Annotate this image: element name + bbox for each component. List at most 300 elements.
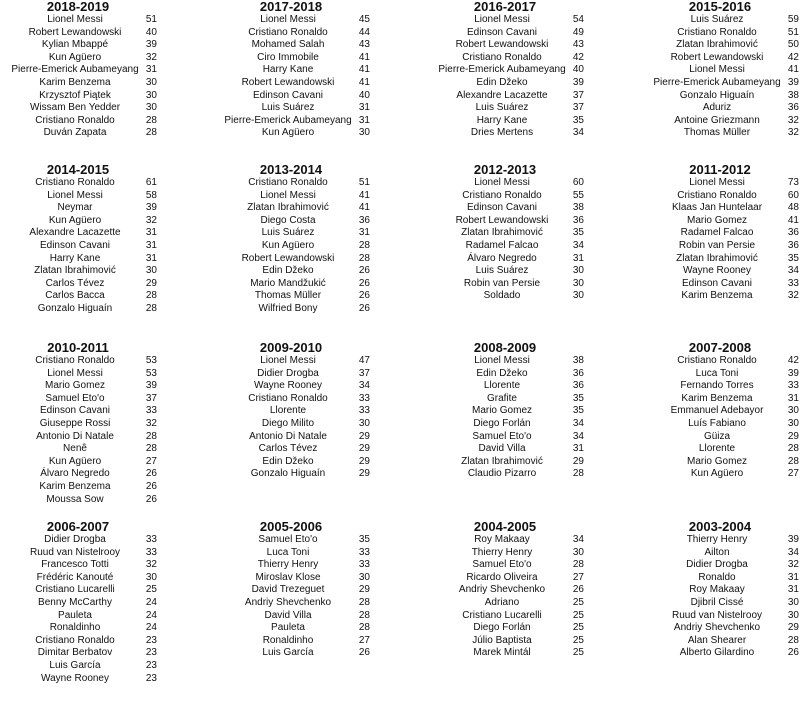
- player-name: Harry Kane: [262, 64, 314, 76]
- player-name: Wilfried Bony: [258, 302, 318, 314]
- scorer-row: [645, 584, 800, 597]
- goal-count: 33: [145, 405, 157, 417]
- player-name: Soldado: [483, 290, 521, 302]
- player-name: Zlatan Ibrahimović: [461, 455, 543, 467]
- goal-count: 25: [572, 622, 584, 634]
- goal-count: 41: [358, 64, 370, 76]
- scorer-row: [645, 102, 800, 115]
- player-name: Cristiano Ronaldo: [677, 26, 757, 38]
- goal-count: 27: [787, 468, 799, 480]
- player-name: Andriy Shevchenko: [673, 622, 761, 634]
- player-name: Luca Toni: [695, 367, 739, 379]
- scorer-row: [645, 115, 800, 128]
- player-name: Karim Benzema: [681, 290, 753, 302]
- player-name: Harry Kane: [49, 252, 101, 264]
- goal-count: 41: [787, 64, 799, 76]
- scorer-row: [3, 559, 199, 572]
- scorer-row: [430, 610, 626, 623]
- season-title: 2008-2009: [473, 340, 537, 355]
- player-name: Djibril Cissé: [690, 596, 744, 608]
- scorer-row: [645, 368, 800, 381]
- scorer-row: [3, 622, 199, 635]
- goal-count: 39: [787, 534, 799, 545]
- goal-count: 39: [145, 380, 157, 392]
- player-name: Kylian Mbappé: [41, 39, 109, 51]
- scorer-row: [430, 456, 626, 469]
- goal-count: 28: [145, 443, 157, 455]
- scorer-row: [3, 660, 199, 673]
- goal-count: 33: [787, 380, 799, 392]
- goal-count: 31: [358, 102, 370, 114]
- goal-count: 24: [145, 609, 157, 621]
- scorer-row: [430, 622, 626, 635]
- goal-count: 60: [787, 189, 799, 201]
- goal-count: 40: [358, 89, 370, 101]
- scorer-row: [645, 77, 800, 90]
- scorer-row: [430, 380, 626, 393]
- goal-count: 30: [787, 596, 799, 608]
- scorer-row: [216, 393, 412, 406]
- player-name: Robert Lewandowski: [670, 51, 764, 63]
- scorer-row: [3, 39, 199, 52]
- goal-count: 23: [145, 647, 157, 659]
- scorer-row: [430, 368, 626, 381]
- scorer-row: [216, 355, 412, 368]
- player-name: Lionel Messi: [47, 14, 103, 25]
- scorer-row: [645, 177, 800, 190]
- goal-count: 35: [787, 252, 799, 264]
- scorer-row: [3, 635, 199, 648]
- goal-count: 60: [572, 177, 584, 188]
- player-name: Ailton: [704, 546, 730, 558]
- player-name: Adriano: [484, 596, 520, 608]
- goal-count: 35: [358, 534, 370, 545]
- scorer-row: [3, 278, 199, 291]
- scorer-row: [3, 647, 199, 660]
- player-name: Cristiano Ronaldo: [35, 114, 115, 126]
- goal-count: 26: [358, 290, 370, 302]
- player-name: Edin Džeko: [476, 76, 528, 88]
- goal-count: 51: [358, 177, 370, 188]
- player-name: Lionel Messi: [47, 367, 103, 379]
- player-name: Andriy Shevchenko: [244, 596, 332, 608]
- player-name: Thierry Henry: [471, 546, 533, 558]
- player-name: Güiza: [703, 430, 731, 442]
- season-title: 2007-2008: [688, 340, 752, 355]
- scorer-row: [645, 418, 800, 431]
- season-block: [216, 520, 412, 660]
- player-name: Mohamed Salah: [251, 39, 325, 51]
- player-name: Neymar: [57, 202, 93, 214]
- player-name: Nenê: [63, 443, 87, 455]
- scorer-row: [430, 405, 626, 418]
- player-name: Lionel Messi: [474, 14, 530, 25]
- player-name: Mario Gomez: [471, 405, 532, 417]
- player-name: Pauleta: [271, 622, 305, 634]
- goal-count: 41: [358, 189, 370, 201]
- goal-count: 58: [145, 189, 157, 201]
- scorer-row: [645, 39, 800, 52]
- goal-count: 28: [358, 622, 370, 634]
- goal-count: 28: [787, 634, 799, 646]
- player-name: Thomas Müller: [683, 127, 751, 139]
- player-name: Grafite: [486, 392, 517, 404]
- player-name: Karim Benzema: [39, 480, 111, 492]
- goal-count: 49: [572, 26, 584, 38]
- goal-count: 34: [572, 127, 584, 139]
- player-name: Luis Suárez: [261, 102, 315, 114]
- scorer-row: [430, 27, 626, 40]
- player-name: Zlatan Ibrahimović: [676, 252, 758, 264]
- goal-count: 54: [572, 14, 584, 25]
- goal-count: 28: [145, 127, 157, 139]
- scorer-row: [216, 90, 412, 103]
- scorer-row: [3, 177, 199, 190]
- scorer-row: [645, 202, 800, 215]
- goal-count: 26: [145, 468, 157, 480]
- season-block: [3, 163, 199, 316]
- player-name: Samuel Eto'o: [472, 430, 532, 442]
- scorer-row: [216, 253, 412, 266]
- scorer-row: [430, 52, 626, 65]
- scorer-row: [216, 368, 412, 381]
- goal-count: 32: [787, 290, 799, 302]
- scorer-row: [216, 635, 412, 648]
- goal-count: 30: [358, 127, 370, 139]
- player-name: Cristiano Ronaldo: [35, 355, 115, 366]
- season-block: [430, 520, 626, 660]
- goal-count: 32: [145, 51, 157, 63]
- player-name: Wissam Ben Yedder: [29, 102, 121, 114]
- season-title: 2014-2015: [46, 162, 110, 177]
- season-block: [3, 0, 199, 140]
- scorer-row: [216, 303, 412, 316]
- scorer-row: [3, 355, 199, 368]
- goal-count: 28: [572, 559, 584, 571]
- goal-count: 25: [145, 584, 157, 596]
- player-name: Alberto Gilardino: [679, 647, 755, 659]
- goal-count: 38: [572, 355, 584, 366]
- scorer-row: [216, 27, 412, 40]
- player-name: Lionel Messi: [260, 189, 316, 201]
- scorer-row: [216, 227, 412, 240]
- player-name: Giuseppe Rossi: [39, 417, 111, 429]
- player-name: Claudio Pizarro: [467, 468, 537, 480]
- player-name: Didier Drogba: [686, 559, 748, 571]
- scorer-row: [3, 534, 199, 547]
- player-name: Cristiano Ronaldo: [248, 392, 328, 404]
- scorer-row: [3, 240, 199, 253]
- player-name: Pierre-Emerick Aubameyang: [224, 114, 352, 126]
- scorer-row: [645, 127, 800, 140]
- season-title: 2015-2016: [688, 0, 752, 14]
- player-name: Edin Džeko: [476, 367, 528, 379]
- goal-count: 36: [358, 214, 370, 226]
- goal-count: 34: [787, 265, 799, 277]
- player-name: Carlos Tévez: [45, 277, 105, 289]
- goal-count: 28: [787, 443, 799, 455]
- goal-count: 40: [572, 64, 584, 76]
- scorer-row: [3, 443, 199, 456]
- goal-count: 28: [145, 430, 157, 442]
- scorer-row: [430, 278, 626, 291]
- season-title: 2018-2019: [46, 0, 110, 14]
- scorer-row: [216, 584, 412, 597]
- goal-count: 25: [572, 596, 584, 608]
- player-name: Krzysztof Piątek: [39, 89, 111, 101]
- scorer-row: [645, 405, 800, 418]
- goal-count: 30: [145, 265, 157, 277]
- scorer-row: [3, 253, 199, 266]
- scorer-row: [430, 190, 626, 203]
- goal-count: 29: [572, 455, 584, 467]
- scorer-row: [645, 215, 800, 228]
- player-name: Luis García: [262, 647, 314, 659]
- scorer-row: [3, 456, 199, 469]
- scorer-row: [3, 610, 199, 623]
- scorer-row: [3, 190, 199, 203]
- player-name: Diego Forlán: [473, 417, 531, 429]
- player-name: Robin van Persie: [463, 277, 541, 289]
- player-name: Roy Makaay: [689, 584, 745, 596]
- goal-count: 36: [787, 102, 799, 114]
- player-name: Luis García: [49, 659, 101, 671]
- scorer-row: [430, 572, 626, 585]
- goal-count: 41: [787, 214, 799, 226]
- scorer-row: [216, 431, 412, 444]
- goal-count: 27: [572, 571, 584, 583]
- player-name: Cristiano Ronaldo: [677, 355, 757, 366]
- player-name: Lionel Messi: [689, 177, 745, 188]
- player-name: Lionel Messi: [47, 189, 103, 201]
- player-name: Dimitar Berbatov: [37, 647, 113, 659]
- scorer-row: [430, 647, 626, 660]
- player-name: Lionel Messi: [260, 14, 316, 25]
- player-name: Júlio Baptista: [472, 634, 532, 646]
- goal-count: 26: [572, 584, 584, 596]
- player-name: Kun Agüero: [48, 455, 102, 467]
- season-title: 2003-2004: [688, 519, 752, 534]
- player-name: Gonzalo Higuaín: [250, 468, 326, 480]
- player-name: Edinson Cavani: [39, 405, 111, 417]
- goal-count: 30: [145, 571, 157, 583]
- goal-count: 23: [145, 634, 157, 646]
- player-name: Edin Džeko: [262, 265, 314, 277]
- player-name: Wayne Rooney: [683, 265, 751, 277]
- scorer-row: [430, 635, 626, 648]
- scorer-row: [3, 202, 199, 215]
- player-name: Gonzalo Higuaín: [37, 302, 113, 314]
- scorer-row: [430, 355, 626, 368]
- scorer-row: [645, 547, 800, 560]
- player-name: Kun Agüero: [48, 51, 102, 63]
- player-name: Mario Mandžukić: [250, 277, 326, 289]
- scorer-row: [216, 64, 412, 77]
- scorer-row: [216, 115, 412, 128]
- scorer-row: [3, 77, 199, 90]
- goal-count: 37: [572, 102, 584, 114]
- scorer-row: [430, 431, 626, 444]
- scorer-row: [216, 190, 412, 203]
- scorer-row: [645, 622, 800, 635]
- scorer-row: [3, 215, 199, 228]
- season-block: [216, 341, 412, 481]
- goal-count: 29: [358, 468, 370, 480]
- scorer-row: [216, 14, 412, 27]
- player-name: Samuel Eto'o: [472, 559, 532, 571]
- season-block: [3, 341, 199, 506]
- player-name: Cristiano Ronaldo: [248, 177, 328, 188]
- goal-count: 29: [145, 277, 157, 289]
- goal-count: 24: [145, 596, 157, 608]
- scorer-row: [216, 597, 412, 610]
- scorer-row: [3, 115, 199, 128]
- scorer-row: [3, 380, 199, 393]
- player-name: Ruud van Nistelrooy: [671, 609, 763, 621]
- player-name: Kun Agüero: [261, 239, 315, 251]
- player-name: Kun Agüero: [48, 214, 102, 226]
- player-name: Karim Benzema: [681, 392, 753, 404]
- player-name: Edinson Cavani: [466, 202, 538, 214]
- goal-count: 31: [145, 252, 157, 264]
- scorer-row: [3, 290, 199, 303]
- scorer-row: [645, 443, 800, 456]
- player-name: David Trezeguet: [251, 584, 325, 596]
- player-name: Karim Benzema: [39, 76, 111, 88]
- goal-count: 34: [572, 534, 584, 545]
- goal-count: 35: [572, 392, 584, 404]
- scorer-row: [430, 547, 626, 560]
- scorer-row: [645, 559, 800, 572]
- player-name: Pierre-Emerick Aubameyang: [11, 64, 139, 76]
- player-name: Ricardo Oliveira: [466, 571, 538, 583]
- player-name: Lionel Messi: [474, 355, 530, 366]
- scorer-row: [430, 559, 626, 572]
- player-name: Ronaldinho: [49, 622, 101, 634]
- scorer-row: [3, 393, 199, 406]
- goal-count: 28: [358, 596, 370, 608]
- player-name: Cristiano Ronaldo: [677, 189, 757, 201]
- scorer-row: [216, 647, 412, 660]
- season-block: [3, 520, 199, 685]
- goal-count: 29: [358, 443, 370, 455]
- player-name: Álvaro Negredo: [40, 468, 110, 480]
- season-title: 2009-2010: [259, 340, 323, 355]
- scorer-row: [645, 534, 800, 547]
- goal-count: 37: [145, 392, 157, 404]
- season-title: 2016-2017: [473, 0, 537, 14]
- player-name: Cristiano Lucarelli: [462, 609, 542, 621]
- goal-count: 31: [572, 443, 584, 455]
- scorer-row: [645, 468, 800, 481]
- scorer-row: [645, 597, 800, 610]
- player-name: Pierre-Emerick Aubameyang: [653, 76, 781, 88]
- goal-count: 35: [572, 405, 584, 417]
- player-name: Marek Mintál: [473, 647, 531, 659]
- goal-count: 28: [572, 468, 584, 480]
- goal-count: 29: [358, 430, 370, 442]
- goal-count: 28: [145, 114, 157, 126]
- goal-count: 37: [572, 89, 584, 101]
- scorer-row: [645, 355, 800, 368]
- player-name: Edinson Cavani: [466, 26, 538, 38]
- goal-count: 28: [145, 302, 157, 314]
- player-name: Ciro Immobile: [257, 51, 319, 63]
- goal-count: 39: [145, 202, 157, 214]
- scorer-row: [3, 405, 199, 418]
- season-title: 2006-2007: [46, 519, 110, 534]
- scorer-row: [430, 102, 626, 115]
- player-name: Robert Lewandowski: [241, 252, 335, 264]
- player-name: Thierry Henry: [686, 534, 748, 545]
- player-name: Kun Agüero: [261, 127, 315, 139]
- goal-count: 42: [572, 51, 584, 63]
- season-title: 2011-2012: [689, 162, 751, 177]
- goal-count: 31: [358, 227, 370, 239]
- player-name: Luis Suárez: [475, 102, 529, 114]
- goal-count: 33: [145, 546, 157, 558]
- scorer-row: [3, 265, 199, 278]
- scorer-row: [430, 265, 626, 278]
- goal-count: 28: [358, 239, 370, 251]
- goal-count: 28: [145, 290, 157, 302]
- scorer-row: [216, 39, 412, 52]
- scorer-row: [430, 177, 626, 190]
- goal-count: 32: [145, 559, 157, 571]
- player-name: Antoine Griezmann: [674, 114, 760, 126]
- goal-count: 38: [787, 89, 799, 101]
- goal-count: 26: [358, 277, 370, 289]
- player-name: Edin Džeko: [262, 455, 314, 467]
- scorer-row: [216, 547, 412, 560]
- player-name: Luis Suárez: [690, 14, 744, 25]
- scorer-row: [645, 240, 800, 253]
- scorer-row: [645, 456, 800, 469]
- player-name: Luca Toni: [266, 546, 310, 558]
- scorer-row: [216, 290, 412, 303]
- scorer-row: [430, 215, 626, 228]
- goal-count: 32: [787, 114, 799, 126]
- player-name: Antonio Di Natale: [249, 430, 327, 442]
- player-name: Wayne Rooney: [41, 672, 109, 684]
- goal-count: 41: [358, 202, 370, 214]
- player-name: Ronaldo: [698, 571, 736, 583]
- goal-count: 42: [787, 51, 799, 63]
- scorer-row: [3, 303, 199, 316]
- goal-count: 51: [787, 26, 799, 38]
- goal-count: 30: [572, 546, 584, 558]
- scorer-row: [216, 127, 412, 140]
- player-name: Emmanuel Adebayor: [670, 405, 764, 417]
- player-name: Lionel Messi: [474, 177, 530, 188]
- scorer-row: [3, 52, 199, 65]
- player-name: Alan Shearer: [687, 634, 747, 646]
- scorer-row: [3, 64, 199, 77]
- player-name: Fernando Torres: [680, 380, 754, 392]
- player-name: Diego Costa: [260, 214, 316, 226]
- scorer-row: [430, 597, 626, 610]
- scorer-row: [216, 380, 412, 393]
- goal-count: 36: [572, 214, 584, 226]
- season-block: [430, 163, 626, 303]
- goal-count: 39: [145, 39, 157, 51]
- season-title: 2005-2006: [259, 519, 323, 534]
- scorer-row: [645, 290, 800, 303]
- goal-count: 26: [358, 265, 370, 277]
- goal-count: 25: [572, 634, 584, 646]
- season-title: 2004-2005: [473, 519, 537, 534]
- scorer-row: [216, 456, 412, 469]
